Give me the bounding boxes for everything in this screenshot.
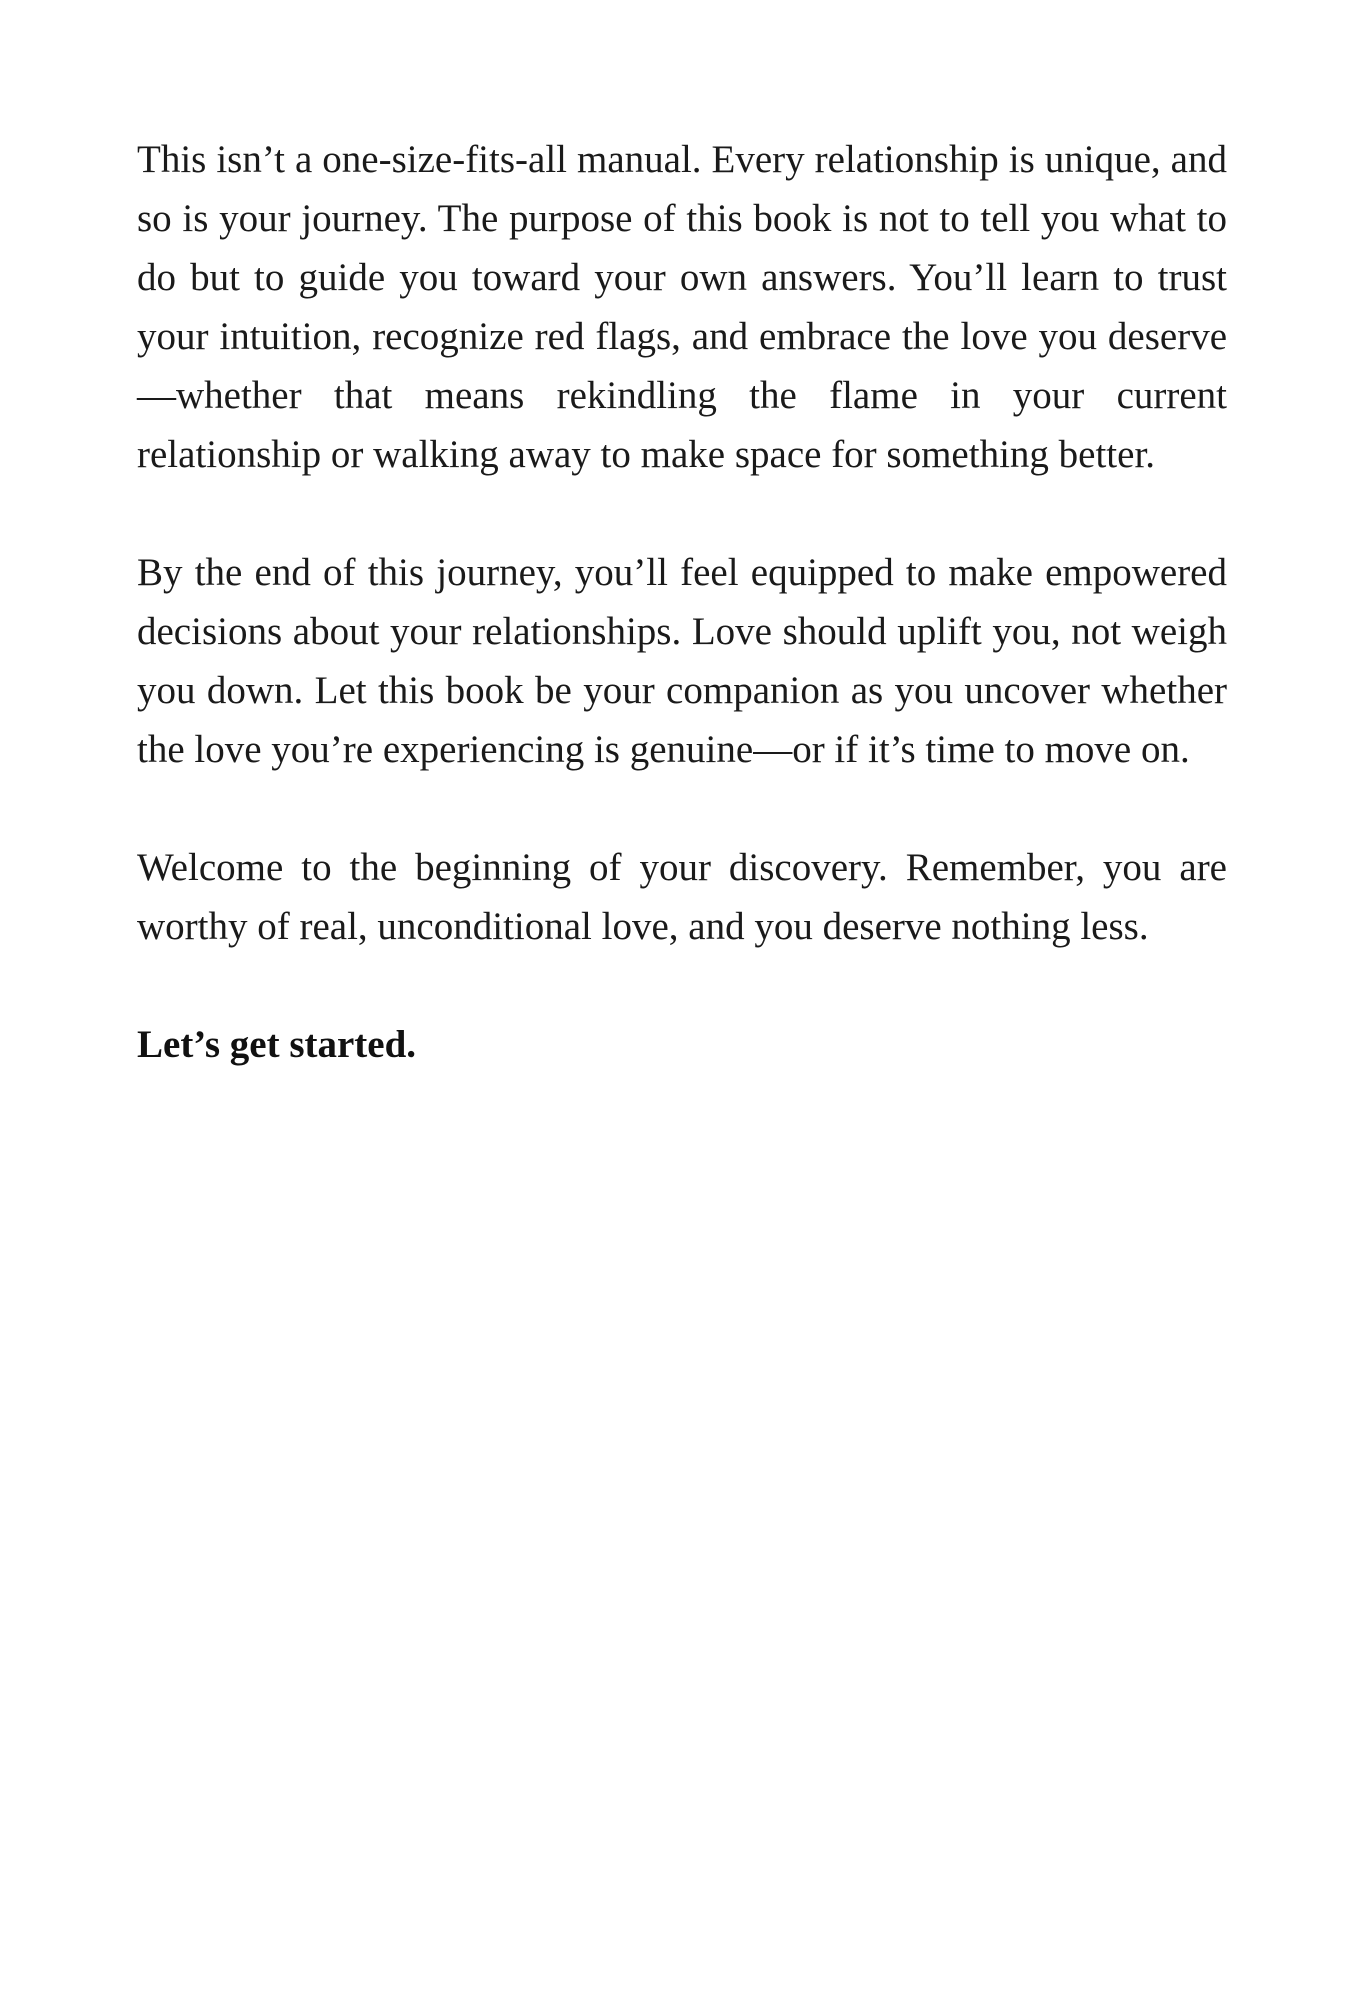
closing-line: Let’s get started.: [137, 1023, 417, 1066]
body-text: [137, 130, 1227, 1074]
paragraph-purpose: This isn’t a one-size-fits-all manual. Every relationship is unique, and so is your journey. The purpose of this book is not to tell you what to do but to guide you toward your own answers. You’ll learn to trust your intuition, recognize red flags, and embrace the love you deserve—whether that means rekindling the flame in your current relationship or walking away to make space for something better.: [137, 138, 1227, 476]
paragraph-journey-end: By the end of this journey, you’ll feel equipped to make empowered decisions about your relationships. Love should uplift you, not weigh you down. Let this book be your companion as you uncover whether the love you’re experiencing is genuine—or if it’s time to move on.: [137, 551, 1227, 771]
paragraph-welcome: Welcome to the beginning of your discovery. Remember, you are worthy of real, unconditional love, and you deserve nothing less.: [137, 846, 1227, 948]
